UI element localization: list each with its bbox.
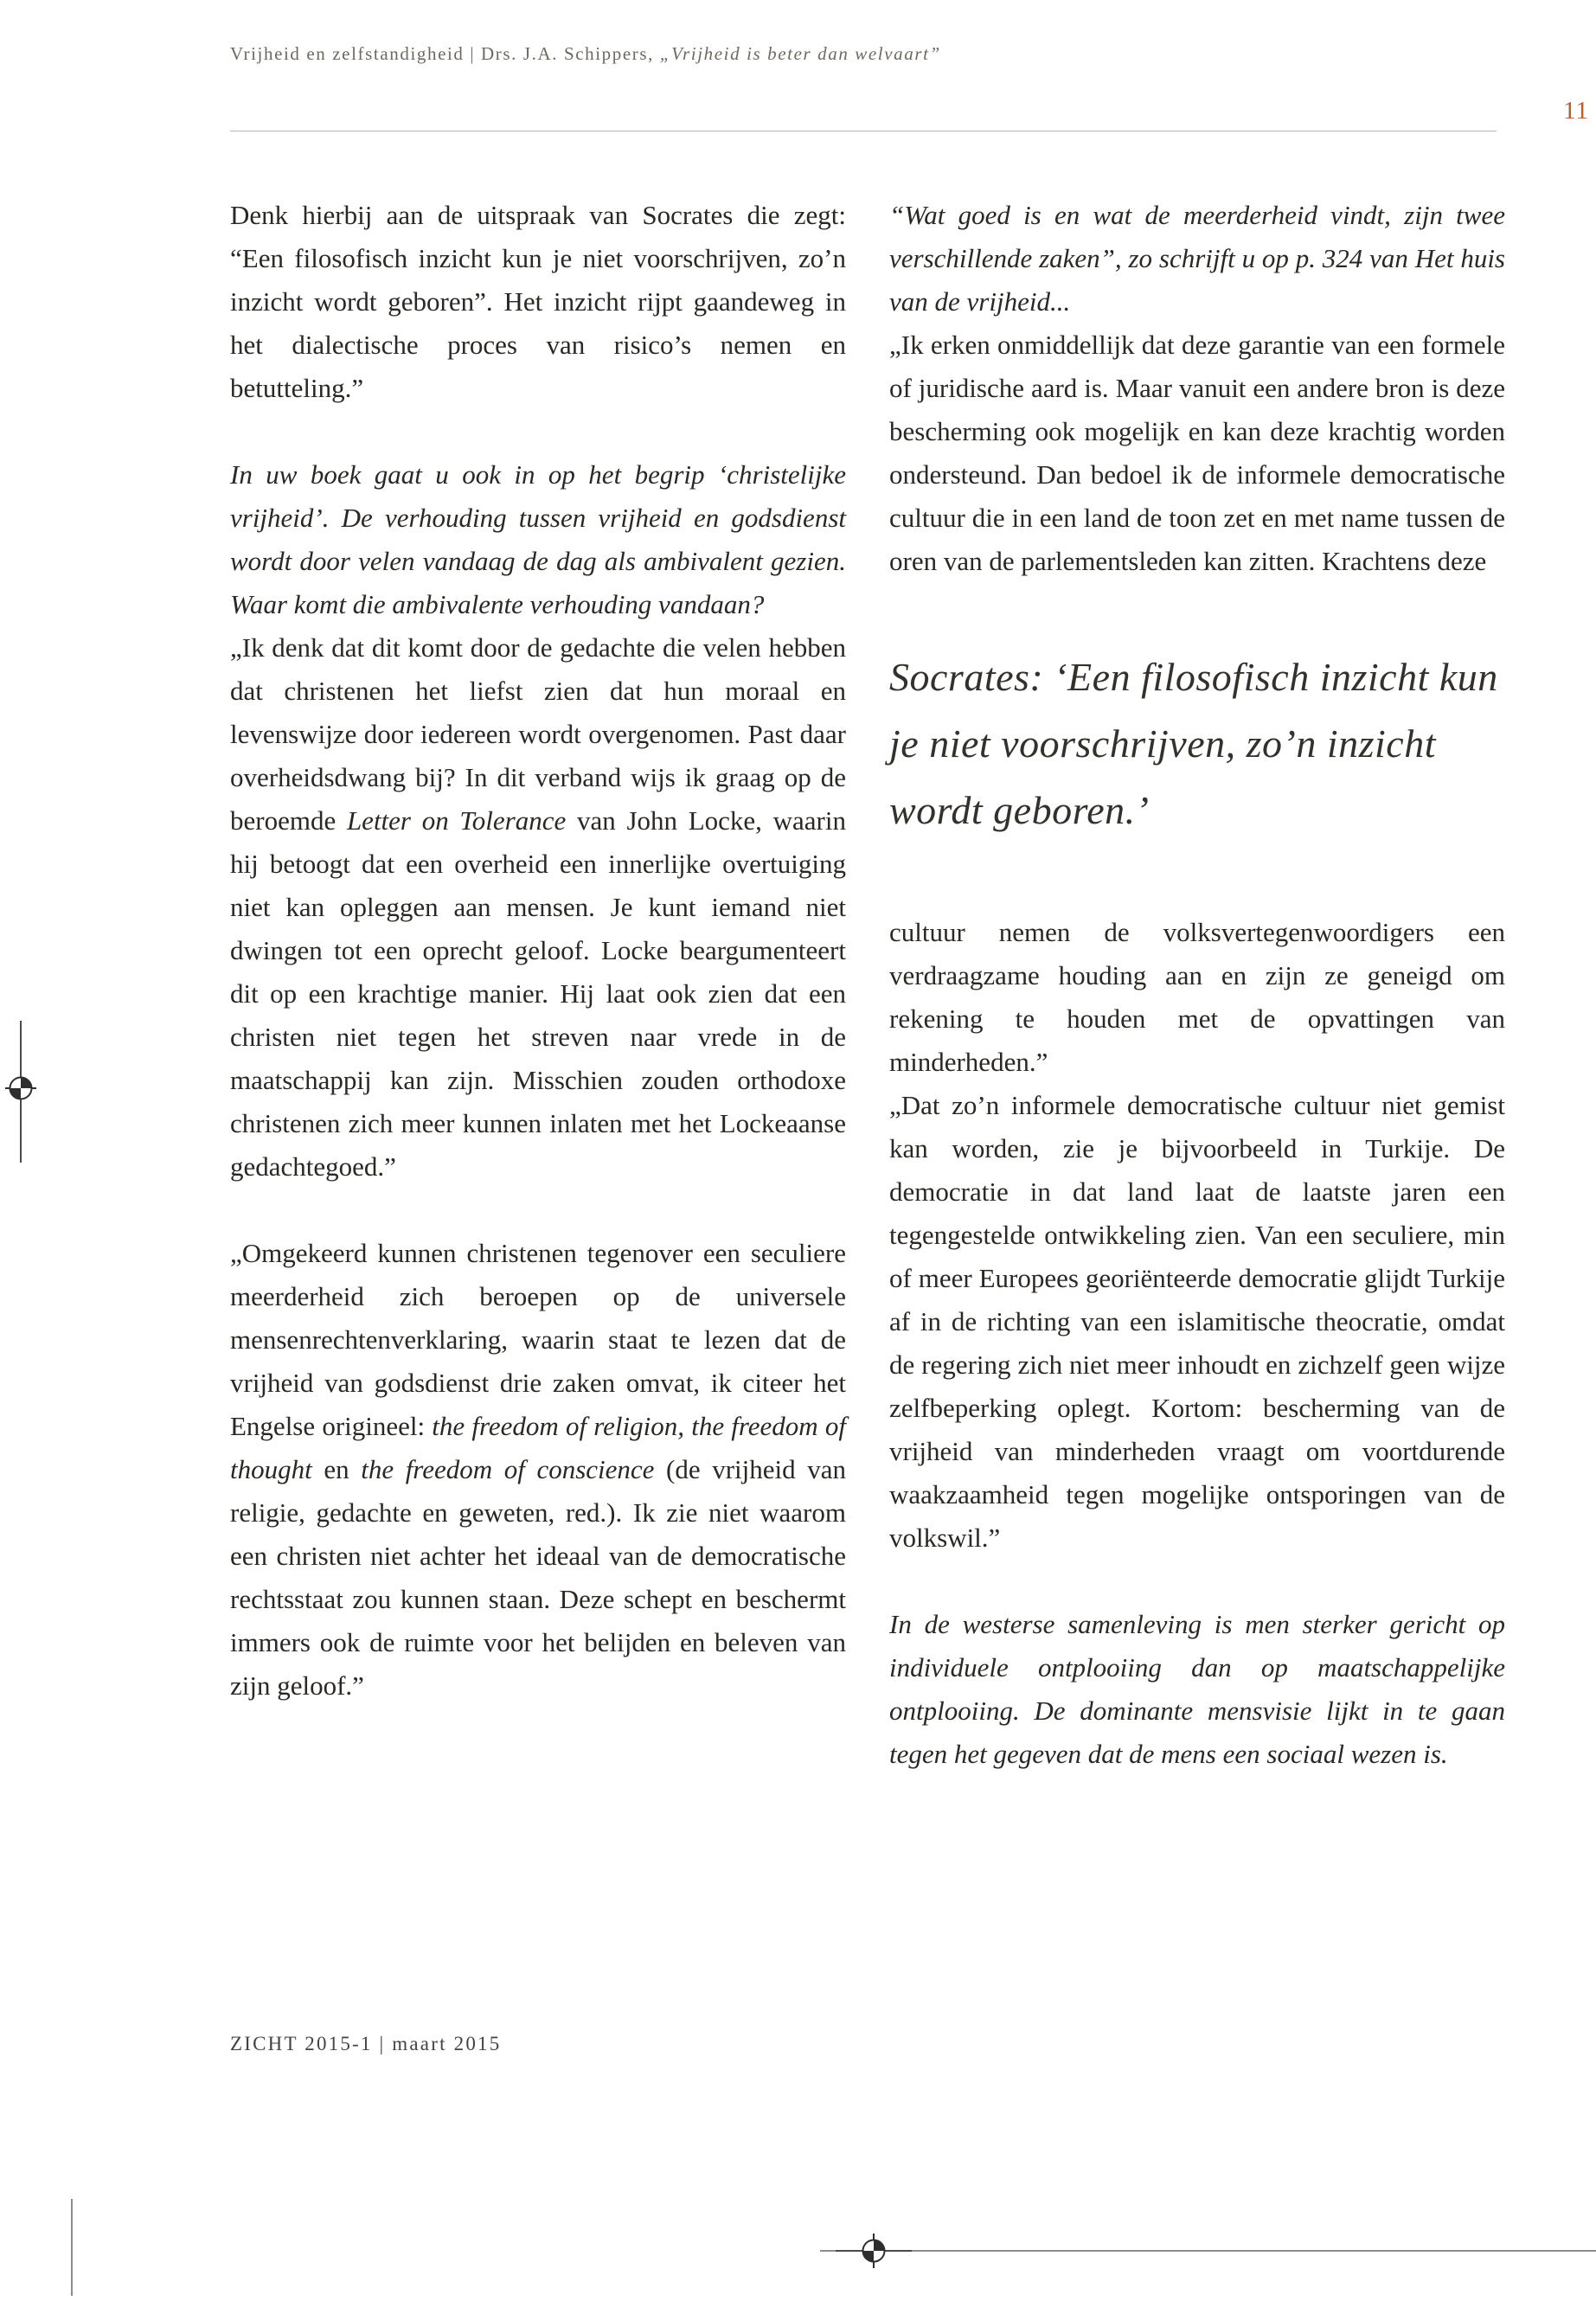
- interview-answer-informal-culture-continued: [889, 911, 1505, 1084]
- registration-mark-left-icon: [2, 1021, 40, 1163]
- registration-mark-bottom-icon: [836, 2232, 912, 2270]
- page-number: 11: [1563, 97, 1589, 125]
- text-run: cultuur nemen de volksvertegenwoordigers een verdraagzame houding aan en zijn ze geneigd om rekening te houden met de opvattingen van minderheden.”: [889, 917, 1505, 1077]
- text-run: en: [311, 1454, 362, 1484]
- closing-note: [889, 1603, 1505, 1776]
- footer-credit: ZICHT 2015-1 | maart 2015: [230, 2033, 502, 2054]
- running-header-book-title: „Vrijheid is beter dan welvaart”: [659, 43, 941, 64]
- interview-answer-locke: [230, 626, 846, 1189]
- quoted-english-run: the freedom of conscience: [361, 1454, 655, 1484]
- text-run: Denk hierbij aan de uitspraak van Socrates die zegt: “Een filosofisch inzicht kun je niet voorschrijven, zo’n inzicht wordt geboren”. Het inzicht rijpt gaandeweg in het dialectische proces van risico’s nemen en betutteling.”: [230, 200, 846, 403]
- book-title-run: Letter on Tolerance: [346, 805, 567, 836]
- text-run: “Wat goed is en wat de meerderheid vindt, zijn twee verschillende zaken”, zo schrijft u op p. 324 van Het huis van de vrijheid...: [889, 200, 1505, 317]
- text-run: „Ik denk dat dit komt door de gedachte die velen hebben dat christenen het liefst zien dat hun moraal en levenswijze door iedereen wordt overgenomen. Past daar overheidsdwang bij? In dit verband wijs ik graag op de beroemde: [230, 632, 846, 836]
- text-run: „Ik erken onmiddellijk dat deze garantie van een formele of juridische aard is. Maar vanuit een andere bron is deze bescherming ook mogelijk en kan deze krachtig worden ondersteund. Dan bedoel ik de informele democratische cultuur die in een land de toon zet en met name tussen de oren van de parlementsleden kan zitten. Krachtens deze: [889, 330, 1505, 576]
- crop-mark-bottom-line: [820, 2250, 1596, 2252]
- left-column: [230, 194, 846, 1708]
- text-run: „Omgekeerd kunnen christenen tegenover een seculiere meerderheid zich beroepen op de universele mensenrechtenverklaring, waarin staat te lezen dat de vrijheid van godsdienst drie zaken omvat, ik citeer het Engelse origineel:: [230, 1238, 846, 1441]
- text-run: In uw boek gaat u ook in op het begrip ‘christelijke vrijheid’. De verhouding tussen vrijheid en godsdienst wordt door velen vandaag de dag als ambivalent gezien. Waar komt die ambivalente verhouding vandaan?: [230, 459, 846, 619]
- quoted-english-run: the freedom of religion, the freedom of thought: [230, 1411, 846, 1484]
- crop-mark-left-tick: [71, 2199, 73, 2296]
- text-run: „Dat zo’n informele democratische cultuur niet gemist kan worden, zie je bijvoorbeeld in Turkije. De democratie in dat land laat de laatste jaren een tegengestelde ontwikkeling zien. Van een seculiere, min of meer Europees georiënteerde democratie glijdt Turkije af in de richting van een islamitische theocratie, omdat de regering zich niet meer inhoudt en zichzelf geen wijze zelfbeperking oplegt. Kortom: bescherming van de vrijheid van minderheden vraagt om voortdurende waakzaamheid tegen mogelijke ontsporingen van de volkswil.”: [889, 1090, 1505, 1553]
- interview-answer-human-rights: [230, 1232, 846, 1708]
- running-header: [230, 43, 941, 65]
- text-run: (de vrijheid van religie, gedachte en geweten, red.). Ik zie niet waarom een christen niet achter het ideaal van de democratische rechtsstaat zou kunnen staan. Deze schept en beschermt immers ook de ruimte voor het belijden en beleven van zijn geloof.”: [230, 1454, 847, 1701]
- interview-answer-informal-culture: [889, 324, 1505, 583]
- right-column: [889, 194, 1505, 1776]
- running-header-title: Vrijheid en zelfstandigheid | Drs. J.A. Schippers,: [230, 43, 660, 64]
- text-run: van John Locke, waarin hij betoogt dat een overheid een innerlijke overtuiging niet kan opleggen aan mensen. Je kunt iemand niet dwingen tot een oprecht geloof. Locke beargumenteert dit op een krachtige manier. Hij laat ook zien dat een christen niet tegen het streven naar vrede in de maatschappij kan zijn. Misschien zouden orthodoxe christenen zich meer kunnen inlaten met het Lockeaanse gedachtegoed.”: [230, 805, 846, 1182]
- body-paragraph-socrates: [230, 194, 846, 410]
- interview-question-majority: [889, 194, 1505, 324]
- interview-answer-turkey: [889, 1084, 1505, 1560]
- text-run: In de westerse samenleving is men sterker gericht op individuele ontplooiing dan op maatschappelijke ontplooiing. De dominante mensvisie lijkt in te gaan tegen het gegeven dat de mens een sociaal wezen is.: [889, 1609, 1505, 1769]
- pull-quote: Socrates: ‘Een filosofisch inzicht kun je niet voorschrijven, zo’n inzicht wordt geboren.’: [889, 655, 1498, 832]
- interview-question-christian-freedom: [230, 453, 846, 626]
